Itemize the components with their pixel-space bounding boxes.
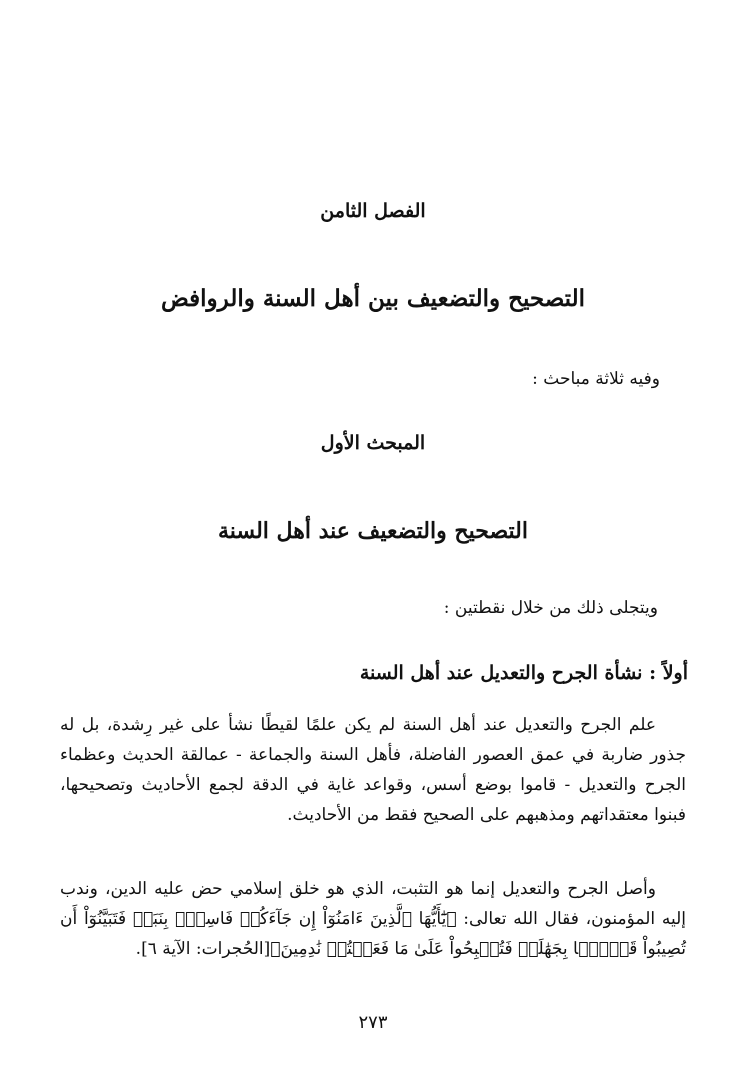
section-title: التصحيح والتضعيف عند أهل السنة	[218, 518, 528, 544]
section-label: المبحث الأول	[320, 432, 426, 454]
chapter-title: التصحيح والتضعيف بين أهل السنة والروافض	[160, 285, 586, 312]
point-one-heading: أولاً : نشأة الجرح والتعديل عند أهل السنة	[359, 662, 688, 684]
paragraph-1: علم الجرح والتعديل عند أهل السنة لم يكن علمًا لقيطًا نشأ على غير رِشدة، بل له جذور ضاربة في عمق العصور الفاضلة، فأهل السنة والجماعة - عمالقة الحديث وعظماء الجرح والتعديل - قاموا بوضع أسس، وقواعد غاية في الدقة لجمع الأحاديث وتصحيحها، فبنوا معتقداتهم ومذهبهم على الصحيح فقط من الأحاديث.	[60, 715, 686, 825]
page-number: ٢٧٣	[358, 1012, 388, 1033]
section-intro: ويتجلى ذلك من خلال نقطتين :	[443, 598, 658, 618]
chapter-intro: وفيه ثلاثة مباحث :	[532, 369, 660, 389]
chapter-label: الفصل الثامن	[320, 200, 426, 222]
paragraph-2: وأصل الجرح والتعديل إنما هو التثبت، الذي هو خلق إسلامي حض عليه الدين، وندب إليه المؤمنون، فقال الله تعالى: ﴿يَٰٓأَيُّهَا ٱلَّذِينَ ءَامَنُوٓاْ إِن جَآءَكُمۡ فَاسِقُۢ بِنَبَإٖ فَتَبَيَّنُوٓاْ أَن تُصِيبُواْ قَوۡمَۢا بِجَهَٰلَةٖ فَتُصۡبِحُواْ عَلَىٰ مَا فَعَلۡتُمۡ نَٰدِمِينَ﴾[الحُجرات: الآية ٦].	[60, 879, 686, 959]
